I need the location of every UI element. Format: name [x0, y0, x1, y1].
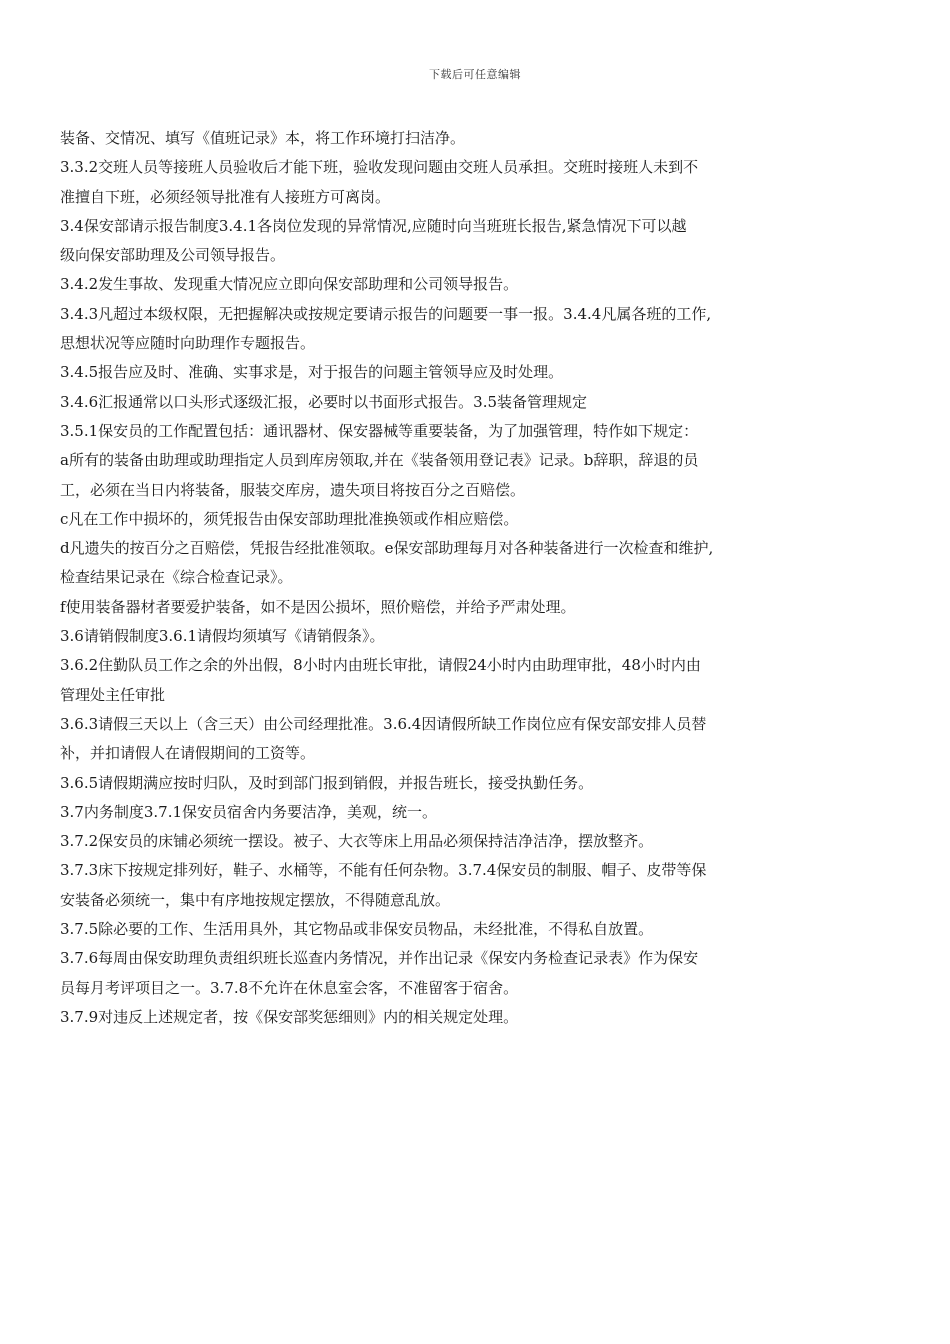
text-line-27: 安装备必须统一，集中有序地按规定摆放，不得随意乱放。 — [60, 890, 451, 909]
text-line-4: 3.4保安部请示报告制度3.4.1各岗位发现的异常情况,应随时向当班班长报告,紧急情况下可以越 — [60, 216, 687, 235]
text-line-1: 装备、交情况、填写《值班记录》本，将工作环境打扫洁净。 — [60, 129, 466, 147]
text-line-20: 管理处主任审批 — [60, 685, 166, 704]
text-line-24: 3.7内务制度3.7.1保安员宿舍内务要洁净，美观，统一。 — [60, 802, 438, 821]
text-line-30: 员每月考评项目之一。3.7.8不允许在休息室会客，不准留客于宿舍。 — [60, 978, 519, 997]
text-line-22: 补，并扣请假人在请假期间的工资等。 — [60, 744, 316, 763]
text-line-5: 级向保安部助理及公司领导报告。 — [60, 246, 286, 265]
text-line-31: 3.7.9对违反上述规定者，按《保安部奖惩细则》内的相关规定处理。 — [60, 1007, 519, 1026]
text-line-16: 检查结果记录在《综合检查记录》。 — [60, 568, 293, 587]
text-line-9: 3.4.5报告应及时、准确、实事求是，对于报告的问题主管领导应及时处理。 — [60, 363, 564, 382]
text-line-2: 3.3.2交班人员等接班人员验收后才能下班，验收发现问题由交班人员承担。交班时接班人未到不 — [60, 158, 699, 177]
text-line-13: 工，必须在当日内将装备，服装交库房，遗失项目将按百分之百赔偿。 — [60, 480, 526, 499]
text-line-19: 3.6.2住勤队员工作之余的外出假，8小时内由班长审批，请假24小时内由助理审批，48小时内由 — [60, 656, 701, 675]
text-line-18: 3.6请销假制度3.6.1请假均须填写《请销假条》。 — [60, 627, 385, 646]
text-line-12: a所有的装备由助理或助理指定人员到库房领取,并在《装备领用登记表》记录。b辞职，辞退的员 — [60, 451, 699, 470]
text-line-11: 3.5.1保安员的工作配置包括：通讯器材、保安器械等重要装备，为了加强管理，特作如下规定： — [60, 421, 699, 440]
text-line-25: 3.7.2保安员的床铺必须统一摆设。被子、大衣等床上用品必须保持洁净洁净，摆放整齐。 — [60, 832, 654, 851]
text-line-8: 思想状况等应随时向助理作专题报告。 — [60, 334, 316, 353]
text-line-26: 3.7.3床下按规定排列好，鞋子、水桶等，不能有任何杂物。3.7.4保安员的制服、帽子、皮带等保 — [60, 861, 707, 880]
text-line-28: 3.7.5除必要的工作、生活用具外，其它物品或非保安员物品，未经批准，不得私自放置。 — [60, 920, 654, 939]
text-line-15: d凡遗失的按百分之百赔偿，凭报告经批准领取。e保安部助理每月对各种装备进行一次检查和维护, — [60, 539, 714, 558]
text-line-3: 准擅自下班，必须经领导批准有人接班方可离岗。 — [60, 187, 391, 206]
text-line-23: 3.6.5请假期满应按时归队，及时到部门报到销假，并报告班长，接受执勤任务。 — [60, 773, 594, 792]
text-line-6: 3.4.2发生事故、发现重大情况应立即向保安部助理和公司领导报告。 — [60, 275, 519, 294]
page-header: 下载后可任意编辑 — [429, 68, 521, 81]
text-line-29: 3.7.6每周由保安助理负责组织班长巡查内务情况，并作出记录《保安内务检查记录表》作为保安 — [60, 949, 699, 968]
text-line-7: 3.4.3凡超过本级权限，无把握解决或按规定要请示报告的问题要一事一报。3.4.4凡属各班的工作, — [60, 304, 712, 323]
text-line-17: f使用装备器材者要爱护装备，如不是因公损坏，照价赔偿，并给予严肃处理。 — [60, 597, 576, 616]
text-line-10: 3.4.6汇报通常以口头形式逐级汇报，必要时以书面形式报告。3.5装备管理规定 — [60, 392, 588, 411]
document-body — [60, 124, 906, 1032]
text-line-21: 3.6.3请假三天以上（含三天）由公司经理批准。3.6.4因请假所缺工作岗位应有保安部安排人员替 — [60, 714, 707, 733]
text-line-14: c凡在工作中损坏的，须凭报告由保安部助理批准换领或作相应赔偿。 — [60, 509, 519, 528]
